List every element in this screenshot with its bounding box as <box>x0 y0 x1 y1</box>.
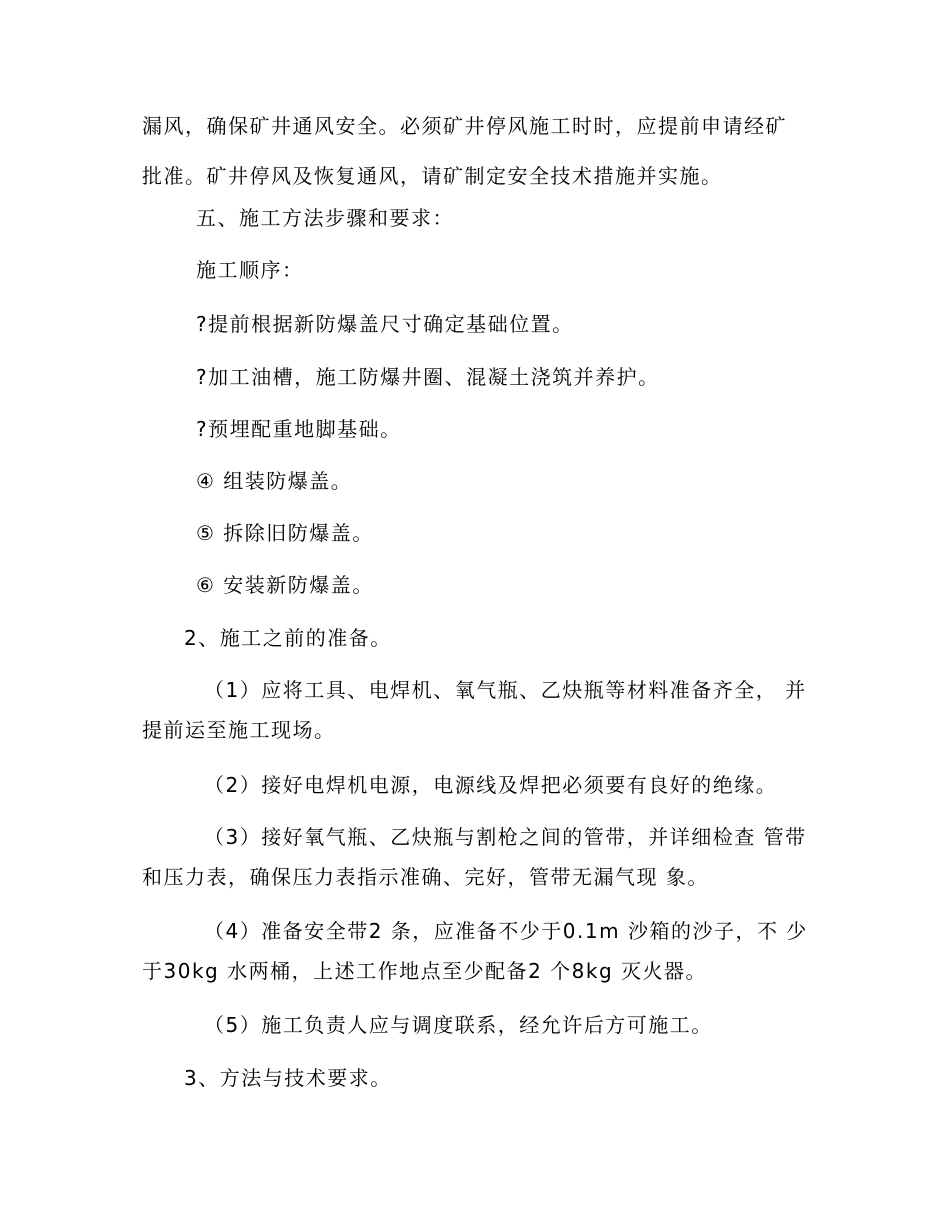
paragraph-prep-2 <box>204 765 777 805</box>
text-line: 3、方法与技术要求。 <box>184 1066 392 1090</box>
paragraph-prep-5 <box>204 1005 713 1045</box>
text-line: （5）施工负责人应与调度联系，经允许后方可施工。 <box>204 1013 713 1037</box>
text-line: 提前运至施工现场。 <box>142 718 336 742</box>
text-line: （1）应将工具、电焊机、氧气瓶、乙炔瓶等材料准备齐全， 并 <box>204 678 807 702</box>
text-line: （3）接好氧气瓶、乙炔瓶与割枪之间的管带，并详细检查 管带 <box>204 825 807 849</box>
text-line: 施工顺序： <box>196 258 304 282</box>
list-item-step-4 <box>196 461 352 501</box>
list-item-step-1 <box>196 304 574 344</box>
section-heading-2 <box>184 618 392 658</box>
section-heading-5 <box>196 198 454 238</box>
text-line: （4）准备安全带2 条，应准备不少于0.1m 沙箱的沙子，不 少 <box>204 919 808 943</box>
text-line: ?提前根据新防爆盖尺寸确定基础位置。 <box>196 312 574 336</box>
text-line: 于30kg 水两桶，上述工作地点至少配备2 个8kg 灭火器。 <box>142 959 708 983</box>
text-line: 漏风，确保矿井通风安全。必须矿井停风施工时时，应提前申请经矿 <box>142 114 787 138</box>
section-heading-3 <box>184 1058 392 1098</box>
paragraph-prep-1 <box>142 670 807 750</box>
text-line: 五、施工方法步骤和要求： <box>196 206 454 230</box>
text-line: ⑥ 安装新防爆盖。 <box>196 573 374 597</box>
list-item-step-5 <box>196 513 374 553</box>
text-line: （2）接好电焊机电源，电源线及焊把必须要有良好的绝缘。 <box>204 773 778 797</box>
text-line: 2、施工之前的准备。 <box>184 626 392 650</box>
paragraph-prep-4 <box>142 911 808 991</box>
subheading-sequence <box>196 250 304 290</box>
list-item-step-6 <box>196 565 374 605</box>
text-line: ?预埋配重地脚基础。 <box>196 417 402 441</box>
list-item-step-2 <box>196 357 660 397</box>
text-line: 批准。矿井停风及恢复通风，请矿制定安全技术措施并实施。 <box>142 164 723 188</box>
text-line: ④ 组装防爆盖。 <box>196 469 353 493</box>
text-line: ⑤ 拆除旧防爆盖。 <box>196 521 374 545</box>
paragraph-prep-3 <box>142 817 807 897</box>
list-item-step-3 <box>196 409 402 449</box>
text-line: 和压力表，确保压力表指示准确、完好，管带无漏气现 象。 <box>142 865 709 889</box>
paragraph-ventilation <box>142 106 787 196</box>
text-line: ?加工油槽，施工防爆井圈、混凝土浇筑并养护。 <box>196 365 660 389</box>
